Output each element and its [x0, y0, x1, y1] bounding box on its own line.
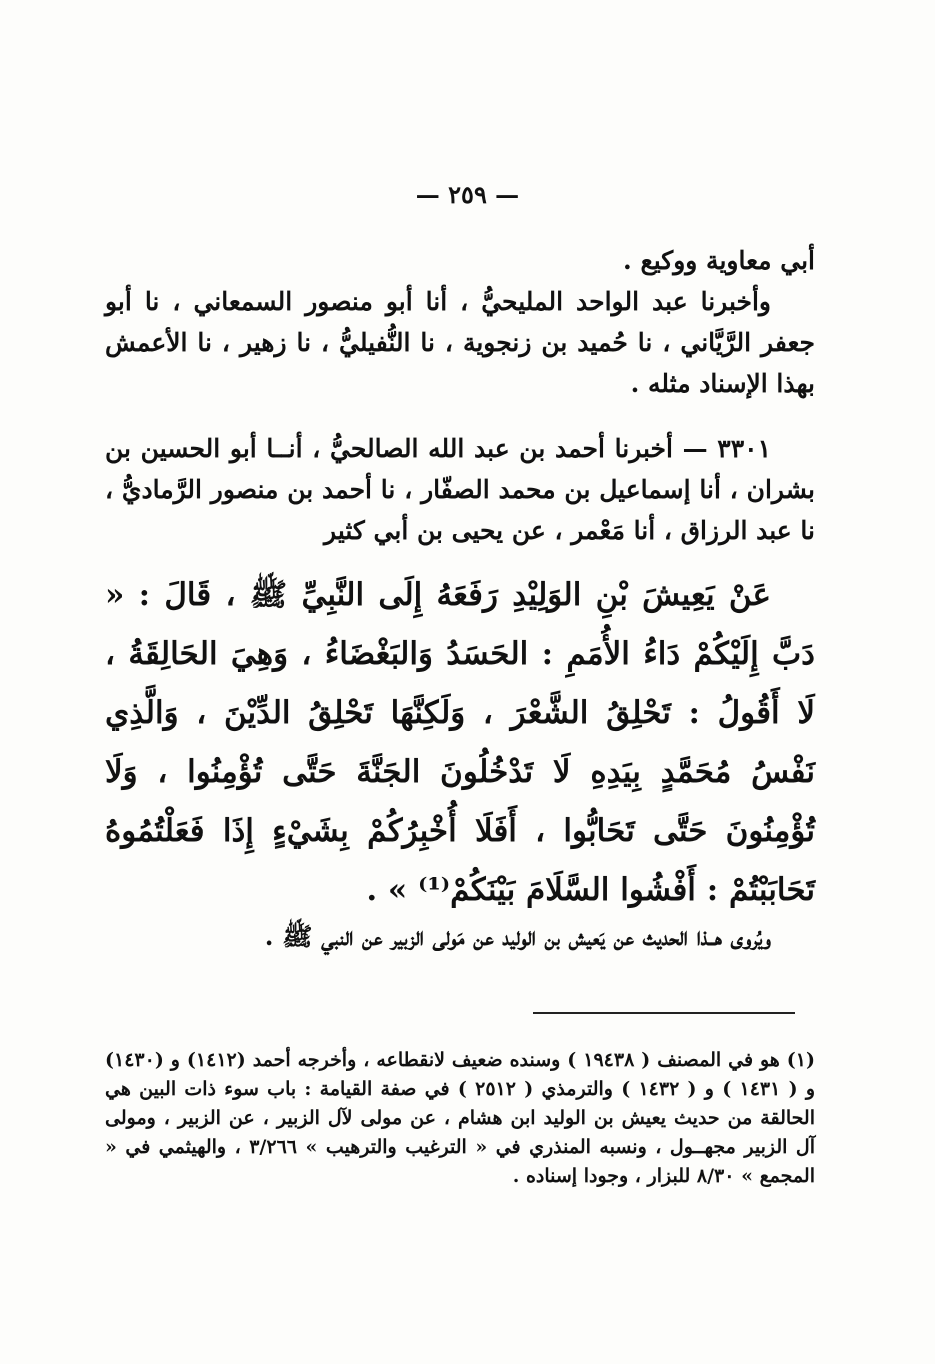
text-block-lower — [105, 916, 815, 957]
paragraph-1: أبي معاوية ووكيع . — [623, 246, 815, 275]
hadith-text-block — [105, 566, 815, 920]
footnote-divider — [533, 1012, 795, 1014]
text-block-upper — [105, 240, 815, 404]
page-number: — ٢٥٩ — — [415, 180, 520, 209]
paragraph-4: ويُروى هــذا الحديث عن يَعيش بن الوليد عن مَولى الزبير عن النبي ﷺ . — [264, 922, 771, 951]
paragraph-3: ٣٣٠١ — أخبرنا أحمد بن عبد الله الصالحيُّ ، أنــا أبو الحسين بن بشران ، أنا إسماعيل بن محمد الصفّار ، نا أحمد بن منصور الرَّماديُّ ، نا عبد الرزاق ، أنا مَعْمر ، عن يحيى بن أبي كثير — [105, 434, 815, 545]
paragraph-2: وأخبرنا عبد الواحد المليحيُّ ، أنا أبو منصور السمعاني ، نا أبو جعفر الرَّيَّاني ، نا حُميد بن زنجوية ، نا النُّفيليُّ ، نا زهير ، نا الأعمش بهذا الإسناد مثله . — [105, 287, 815, 398]
footnote-block — [105, 1046, 815, 1191]
hadith-paragraph: عَنْ يَعِيشَ بْنِ الوَلِيْدِ رَفَعَهُ إِلَى النَّبِيِّ ﷺ ، قَالَ : « دَبَّ إِلَيْكُمْ دَاءُ الأُمَمِ : الحَسَدُ وَالبَغْضَاءُ ، وَهِيَ الحَالِقَةُ ، لَا أَقُولُ : تَحْلِقُ الشَّعْرَ ، وَلَكِنَّهَا تَحْلِقُ الدِّيْنَ ، وَالَّذِي نَفْسُ مُحَمَّدٍ بِيَدِهِ لَا تَدْخُلُونَ الجَنَّةَ حَتَّى تُؤْمِنُوا ، وَلَا تُؤْمِنُونَ حَتَّى تَحَابُّوا ، أَفَلَا أُخْبِرُكُمْ بِشَيْءٍ إِذَا فَعَلْتُمُوهُ تَحَابَبْتُمْ : أَفْشُوا السَّلَامَ بَيْنَكُمْ⁽¹⁾ » . — [105, 577, 815, 908]
text-block-isnad — [105, 428, 815, 551]
footnote-text: (١) هو في المصنف ( ١٩٤٣٨ ) وسنده ضعيف لانقطاعه ، وأخرجه أحمد (١٤١٢) و (١٤٣٠) و ( ١٤٣١ ) و ( ١٤٣٢ ) والترمذي ( ٢٥١٢ ) في صفة القيامة : باب سوء ذات البين هي الحالقة من حديث يعيش بن الوليد ابن هشام ، عن مولى لآل الزبير ، عن الزبير ، ومولى آل الزبير مجهــول ، ونسبه المنذري في « الترغيب والترهيب » ٣/٢٦٦ ، والهيثمي في « المجمع » ٨/٣٠ للبزار ، وجودا إسناده . — [105, 1049, 815, 1187]
